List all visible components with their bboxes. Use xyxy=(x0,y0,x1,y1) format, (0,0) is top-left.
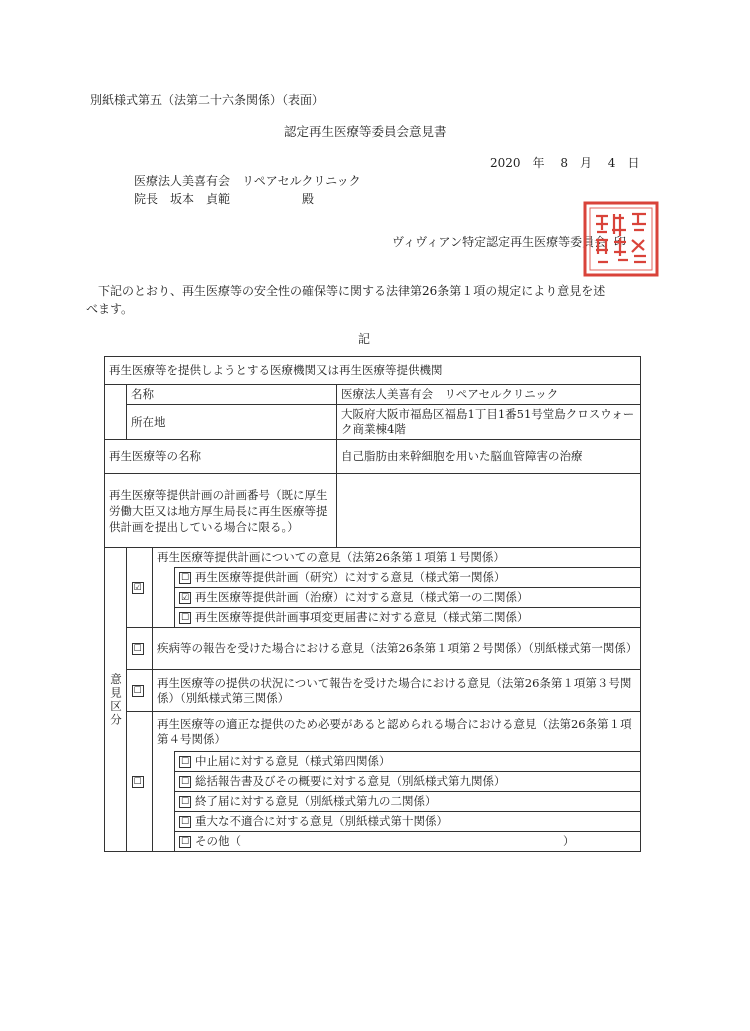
cat1-sub-1[interactable] xyxy=(175,568,641,588)
institution-header: 再生医療等を提供しようとする医療機関又は再生医療等提供機関 xyxy=(105,357,641,385)
cat4-sub-1-checkbox[interactable]: ☐ xyxy=(180,757,190,767)
cat1-sub-1-checkbox[interactable]: ☐ xyxy=(180,573,190,583)
document-date: 2020 年 8 月 4 日 xyxy=(490,156,640,170)
committee-name-text: ヴィヴィアン特定認定再生医療等委員会 xyxy=(392,235,607,249)
cat4-sub-2-checkbox[interactable]: ☐ xyxy=(180,777,190,787)
cat1-sub-2-checkbox[interactable]: ☑ xyxy=(180,593,190,603)
form-reference: 別紙様式第五（法第二十六条関係）（表面） xyxy=(90,93,325,107)
cat1-checkbox-cell[interactable] xyxy=(127,548,153,628)
cat4-sub-5-label: その他（ ） xyxy=(195,834,575,848)
opinion-form-table xyxy=(104,356,641,852)
plan-number-label: 再生医療等提供計画の計画番号（既に厚生労働大臣又は地方厚生局長に再生医療等提供計画を提出している場合に限る。） xyxy=(105,474,337,548)
recipient-name: 院長 坂本 貞範 殿 xyxy=(134,192,315,206)
cat4-sub-1-label: 中止届に対する意見（様式第四関係） xyxy=(195,754,391,768)
cat1-checkbox[interactable]: ☑ xyxy=(133,583,142,593)
cat4-sub-1[interactable] xyxy=(175,752,641,772)
treatment-value: 自己脂肪由来幹細胞を用いた脳血管障害の治療 xyxy=(337,440,641,474)
indent-cell xyxy=(105,385,127,405)
committee-seal-stamp xyxy=(582,200,660,278)
seal-character: 印 xyxy=(613,235,626,249)
cat4-sub-4[interactable] xyxy=(175,812,641,832)
indent-cell xyxy=(105,405,127,440)
cat3-checkbox-cell[interactable] xyxy=(127,670,153,712)
cat4-checkbox[interactable]: ☐ xyxy=(133,777,142,787)
indent-cell xyxy=(153,832,175,852)
cat1-sub-3-label: 再生医療等提供計画事項変更届書に対する意見（様式第二関係） xyxy=(195,610,529,624)
cat2-label: 疾病等の報告を受けた場合における意見（法第26条第１項第２号関係）（別紙様式第一関係） xyxy=(153,628,641,670)
intro-line-2: べます。 xyxy=(86,302,134,316)
cat2-checkbox-cell[interactable] xyxy=(127,628,153,670)
cat4-sub-3-label: 終了届に対する意見（別紙様式第九の二関係） xyxy=(195,794,437,808)
cat3-label: 再生医療等の提供の状況について報告を受けた場合における意見（法第26条第１項第３号関係）（別紙様式第三関係） xyxy=(153,670,641,712)
cat3-checkbox[interactable]: ☐ xyxy=(133,686,142,696)
cat4-sub-3[interactable] xyxy=(175,792,641,812)
cat1-sub-2[interactable] xyxy=(175,588,641,608)
cat1-label: 再生医療等提供計画についての意見（法第26条第１項第１号関係） xyxy=(153,548,641,568)
cat1-sub-3[interactable] xyxy=(175,608,641,628)
cat4-sub-2-label: 総括報告書及びその概要に対する意見（別紙様式第九関係） xyxy=(195,774,506,788)
cat4-sub-2[interactable] xyxy=(175,772,641,792)
treatment-label: 再生医療等の名称 xyxy=(105,440,337,474)
cat4-sub-5[interactable] xyxy=(175,832,641,852)
cat4-sub-3-checkbox[interactable]: ☐ xyxy=(180,797,190,807)
cat1-sub-2-label: 再生医療等提供計画（治療）に対する意見（様式第一の二関係） xyxy=(195,590,529,604)
indent-cell xyxy=(153,812,175,832)
indent-cell xyxy=(153,568,175,588)
cat4-sub-4-label: 重大な不適合に対する意見（別紙様式第十関係） xyxy=(195,814,448,828)
intro-line-1: 下記のとおり、再生医療等の安全性の確保等に関する法律第26条第１項の規定により意見を述 xyxy=(98,284,606,298)
cat4-label: 再生医療等の適正な提供のため必要があると認められる場合における意見（法第26条第１項第４号関係） xyxy=(153,712,641,752)
document-title: 認定再生医療等委員会意見書 xyxy=(284,124,447,139)
address-value: 大阪府大阪市福島区福島1丁目1番51号堂島クロスウォーク商業棟4階 xyxy=(337,405,641,440)
cat2-checkbox[interactable]: ☐ xyxy=(133,644,142,654)
indent-cell xyxy=(153,792,175,812)
cat1-sub-1-label: 再生医療等提供計画（研究）に対する意見（様式第一関係） xyxy=(195,570,506,584)
name-value: 医療法人美喜有会 リペアセルクリニック xyxy=(337,385,641,405)
name-label: 名称 xyxy=(127,385,337,405)
indent-cell xyxy=(153,752,175,772)
plan-number-value xyxy=(337,474,641,548)
indent-cell xyxy=(153,772,175,792)
cat4-sub-4-checkbox[interactable]: ☐ xyxy=(180,817,190,827)
section-label: 意見区分 xyxy=(105,548,127,852)
cat4-sub-5-checkbox[interactable]: ☐ xyxy=(180,837,190,847)
cat1-sub-3-checkbox[interactable]: ☐ xyxy=(180,613,190,623)
cat4-checkbox-cell[interactable] xyxy=(127,712,153,852)
indent-cell xyxy=(153,608,175,628)
indent-cell xyxy=(153,588,175,608)
address-label: 所在地 xyxy=(127,405,337,440)
ki-heading: 記 xyxy=(358,332,371,346)
recipient-organization: 医療法人美喜有会 リペアセルクリニック xyxy=(134,174,361,188)
